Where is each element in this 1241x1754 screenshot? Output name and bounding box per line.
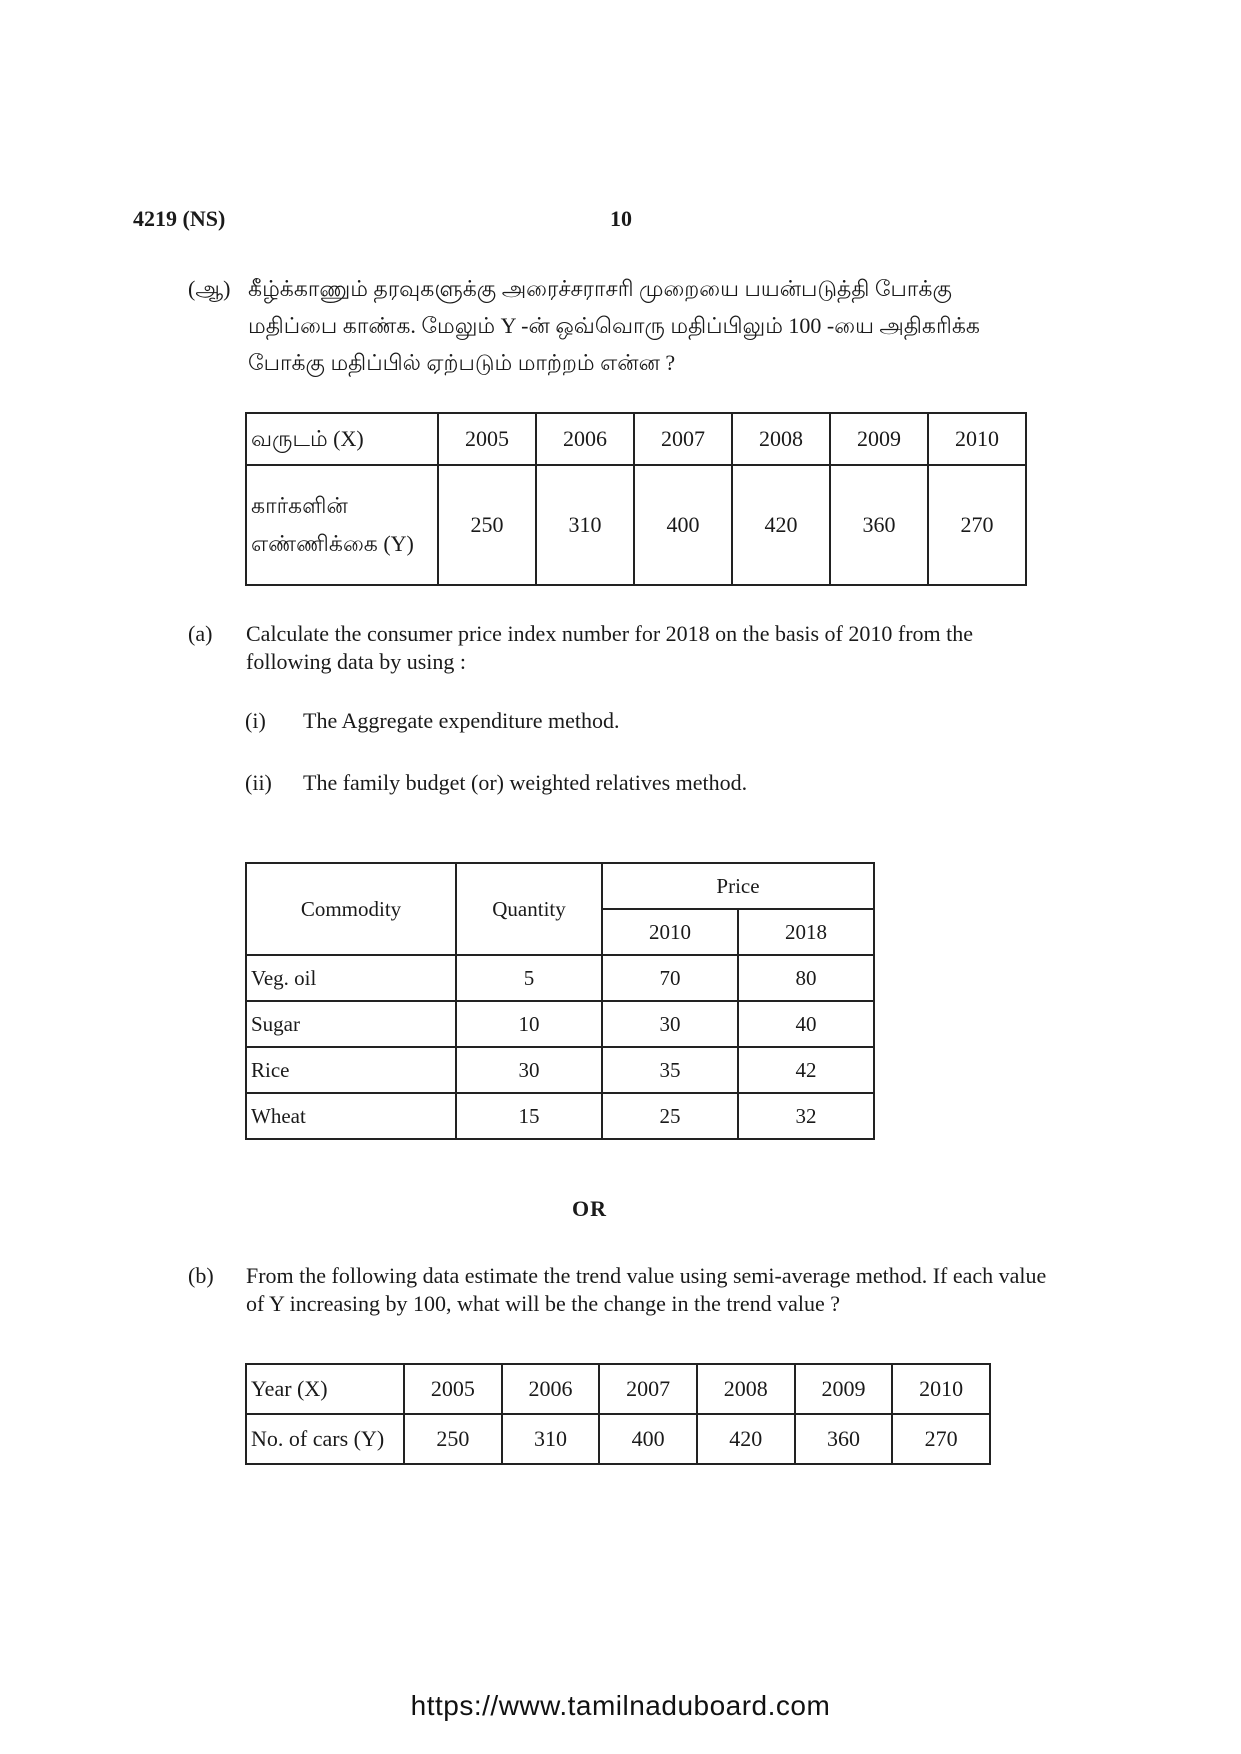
sub-item-ii-marker: (ii) [245, 770, 272, 795]
cars-cell: 270 [892, 1414, 990, 1464]
tamil-year-cell: 2006 [536, 413, 634, 465]
tamil-trend-table [245, 412, 1027, 586]
tamil-cars-cell: 400 [634, 465, 732, 585]
commodity-cell: Wheat [246, 1093, 456, 1139]
year-cell: 2008 [697, 1364, 795, 1414]
price-2018-cell: 40 [738, 1001, 874, 1047]
tamil-cars-label [246, 465, 438, 585]
tamil-year-cell: 2007 [634, 413, 732, 465]
footer-url: https://www.tamilnaduboard.com [410, 1690, 831, 1721]
table-row [246, 955, 874, 1001]
cars-cell: 420 [697, 1414, 795, 1464]
cars-cell: 310 [502, 1414, 600, 1464]
tamil-cars-cell: 270 [928, 465, 1026, 585]
year-cell: 2006 [502, 1364, 600, 1414]
commodity-cell: Rice [246, 1047, 456, 1093]
or-divider: OR [572, 1196, 607, 1221]
question-a-text: Calculate the consumer price index number for 2018 on the basis of 2010 from the following data by using : [246, 621, 974, 674]
tamil-question-line-2: மதிப்பை காண்க. மேலும் Y -ன் ஒவ்வொரு மதிப்பிலும் 100 -யை அதிகரிக்க [248, 313, 980, 338]
price-2018-cell: 80 [738, 955, 874, 1001]
question-a [188, 620, 1058, 676]
table-row [246, 1093, 874, 1139]
question-b [188, 1262, 1058, 1318]
commodity-header: Commodity [246, 863, 456, 955]
commodity-cell: Sugar [246, 1001, 456, 1047]
cars-label: No. of cars (Y) [246, 1414, 404, 1464]
tamil-question-line-3: போக்கு மதிப்பில் ஏற்படும் மாற்றம் என்ன ? [248, 350, 676, 375]
quantity-cell: 5 [456, 955, 602, 1001]
cars-trend-table [245, 1363, 991, 1465]
price-2010-header: 2010 [602, 909, 738, 955]
table-row [246, 1047, 874, 1093]
year-cell: 2005 [404, 1364, 502, 1414]
tamil-cars-cell: 360 [830, 465, 928, 585]
question-b-text: From the following data estimate the trend value using semi-average method. If each value of Y increasing by 100, what will be the change in the trend value ? [246, 1263, 1047, 1316]
commodity-cell: Veg. oil [246, 955, 456, 1001]
cars-cell: 400 [599, 1414, 697, 1464]
year-cell: 2010 [892, 1364, 990, 1414]
tamil-cars-cell: 420 [732, 465, 830, 585]
tamil-cars-label-line-2: எண்ணிக்கை (Y) [251, 531, 414, 556]
tamil-cars-cell: 310 [536, 465, 634, 585]
tamil-year-cell: 2008 [732, 413, 830, 465]
price-header: Price [602, 863, 874, 909]
question-b-marker: (b) [188, 1263, 214, 1288]
price-2018-cell: 32 [738, 1093, 874, 1139]
price-table [245, 862, 875, 1140]
cars-cell: 250 [404, 1414, 502, 1464]
table-row [246, 1001, 874, 1047]
price-2018-cell: 42 [738, 1047, 874, 1093]
year-cell: 2009 [795, 1364, 893, 1414]
tamil-question [188, 270, 1058, 381]
price-2018-header: 2018 [738, 909, 874, 955]
cars-cell: 360 [795, 1414, 893, 1464]
year-label: Year (X) [246, 1364, 404, 1414]
quantity-header: Quantity [456, 863, 602, 955]
price-2010-cell: 30 [602, 1001, 738, 1047]
tamil-question-line-1: கீழ்க்காணும் தரவுகளுக்கு அரைச்சராசரி முறையை பயன்படுத்தி போக்கு [248, 276, 952, 301]
quantity-cell: 30 [456, 1047, 602, 1093]
sub-item-i-marker: (i) [245, 708, 266, 733]
price-2010-cell: 70 [602, 955, 738, 1001]
quantity-cell: 15 [456, 1093, 602, 1139]
quantity-cell: 10 [456, 1001, 602, 1047]
tamil-cars-label-line-1: கார்களின் [251, 493, 348, 518]
tamil-year-cell: 2010 [928, 413, 1026, 465]
tamil-year-label: வருடம் (X) [246, 413, 438, 465]
question-code: 4219 (NS) [133, 206, 226, 231]
tamil-year-cell: 2005 [438, 413, 536, 465]
question-a-marker: (a) [188, 621, 213, 646]
sub-item-i-text: The Aggregate expenditure method. [303, 708, 620, 733]
tamil-year-cell: 2009 [830, 413, 928, 465]
page-number: 10 [610, 206, 632, 231]
tamil-question-marker: (ஆ) [188, 276, 231, 301]
tamil-cars-cell: 250 [438, 465, 536, 585]
sub-item-ii-text: The family budget (or) weighted relatives method. [303, 770, 748, 795]
price-2010-cell: 25 [602, 1093, 738, 1139]
year-cell: 2007 [599, 1364, 697, 1414]
price-2010-cell: 35 [602, 1047, 738, 1093]
